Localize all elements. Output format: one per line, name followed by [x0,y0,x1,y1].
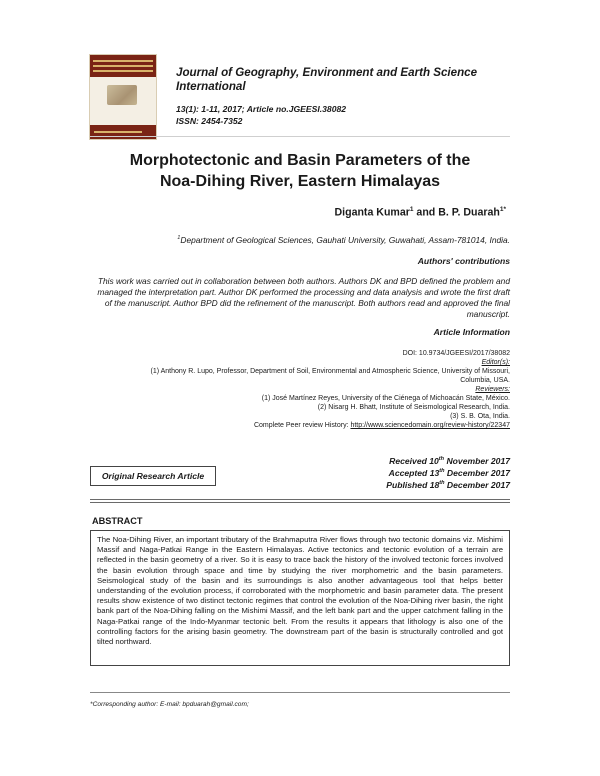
author-connector: and [413,206,439,219]
peer-review-history-link[interactable]: http://www.sciencedomain.org/review-history/22347 [350,422,510,429]
article-info-heading: Article Information [433,327,510,337]
paper-title [90,150,510,192]
published-date [300,480,510,490]
author-1-mark: 1 [409,206,414,213]
logo-header-band [90,55,156,77]
contributions-heading: Authors' contributions [417,256,510,266]
contributions-text: This work was carried out in collaboration between both authors. Authors DK and BPD defined the problem and managed the interpretation part. Author DK performed the processing and data analysis and wrote the first draft of the manuscript. Author BPD did the refinement of the manuscript. Both authors read and approved the final manuscript. [97,276,510,319]
article-doi: DOI: 10.9734/JGEESI/2017/38082 [402,350,510,357]
paper-title-line-2: Noa-Dihing River, Eastern Himalayas [159,173,441,190]
editors-label: Editor(s): [481,359,510,366]
accepted-date-rest: December 2017 [444,468,510,478]
journal-cover-icon [89,54,157,140]
journal-name: Journal of Geography, Environment and Earth Science International [176,66,478,93]
article-type-badge: Original Research Article [90,466,216,486]
accepted-date [300,468,510,478]
section-divider-bottom [90,502,510,503]
footnote-divider [90,692,510,693]
accepted-date-label: Accepted 13 [388,468,440,478]
received-date-label: Received 10 [389,456,439,466]
corresponding-author-footnote: *Corresponding author: E-mail: bpduarah@gmail.com; [90,701,249,708]
editor-1-line-1: (1) Anthony R. Lupo, Professor, Department of Soil, Environmental and Atmospheric Science, University of Missouri, [150,368,510,375]
published-date-rest: December 2017 [444,480,510,490]
author-2-mark: 1* [499,206,506,213]
abstract-text: The Noa-Dihing River, an important tributary of the Brahmaputra River flows through two tectonic domains viz. Mishimi Massif and Naga-Patkai Range in the Eastern Himalayas. Active tectonics and tectonic evolution of a terrain are reflected in the basin geometry of a river. So it is easy to trace back the history of the involved tectonic forces involved the basin evolution through space and time by studying the river morphometric and the basin parameters. Seismological study of the basin and its surroundings is also another advantageous tool that helps better understanding of the evolution process, if corroborated with the morphometric and basin parameter data. The present results show existence of two distinct tectonic regimes that control the evolution of the Noa-Dihing river basin, the right bank part of the Noa-Dihing falling on the Mishimi Massif, and the left bank part and the upper catchment falling in the Naga-Patkai range of the Indo-Myanmar tectonic belt. From the results it appears that lithology is also one of the controlling factors for the arising basin geometry. The downstream part of the basin is structurally controlled and got tilted northward. [90,530,510,666]
reviewers-label: Reviewers: [475,386,510,393]
reviewer-2: (2) Nisarg H. Bhatt, Institute of Seismological Research, India. [317,404,510,411]
logo-map-image [107,85,137,105]
published-date-label: Published 18 [386,480,440,490]
affiliation [90,235,510,245]
header-divider [90,136,510,137]
received-date-sup: th [438,456,445,463]
published-date-sup: th [439,480,445,487]
journal-issn: ISSN: 2454-7352 [176,116,243,126]
received-date [300,456,510,466]
section-divider-top [90,499,510,500]
abstract-heading: ABSTRACT [92,516,143,526]
editor-1-line-2: Columbia, USA. [460,377,510,384]
affiliation-mark: 1 [177,235,181,242]
author-1-name: Diganta Kumar [334,206,410,219]
reviewer-1: (1) José Martínez Reyes, University of the Ciénega of Michoacán State, México. [261,395,510,402]
author-2-name: B. P. Duarah [438,206,500,219]
paper-title-line-1: Morphotectonic and Basin Parameters of the [129,152,471,169]
peer-review-history-label: Complete Peer review History: [253,422,351,429]
affiliation-text: Department of Geological Sciences, Gauhati University, Guwahati, Assam-781014, India. [180,235,510,245]
journal-citation: 13(1): 1-11, 2017; Article no.JGEESI.38082 [176,104,347,114]
received-date-rest: November 2017 [444,456,510,466]
author-list [90,206,506,219]
peer-review-history [90,421,510,430]
reviewer-3: (3) S. B. Ota, India. [450,413,510,420]
accepted-date-sup: th [439,468,445,475]
